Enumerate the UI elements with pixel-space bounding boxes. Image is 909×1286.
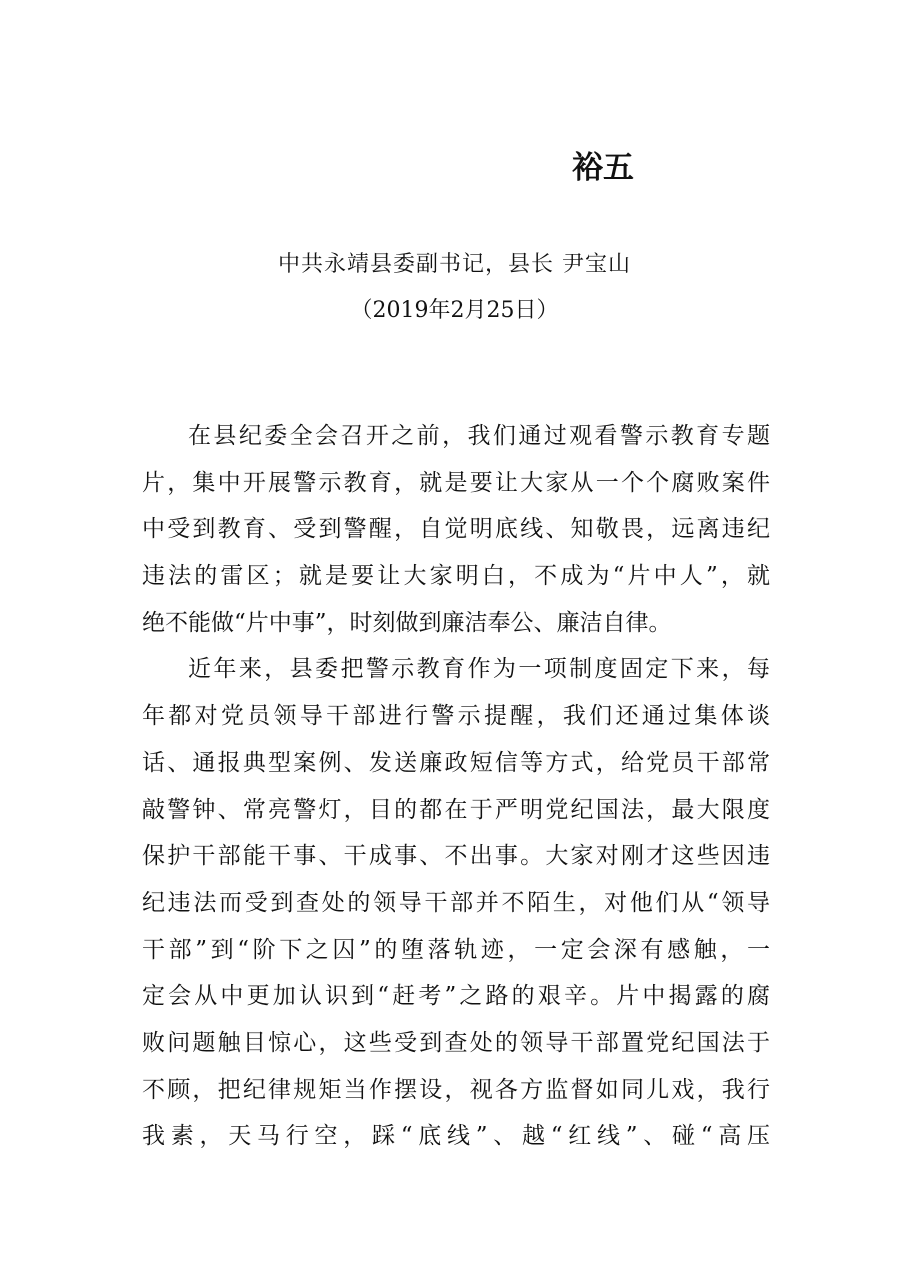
paragraph-1 — [142, 413, 770, 646]
text-line: 年都对党员领导干部进行警示提醒，我们还通过集体谈 — [142, 703, 770, 730]
text-line: 我素，天马行空，踩“底线”、越“红线”、碰“高压 — [142, 1123, 770, 1150]
text-line: 纪违法而受到查处的领导干部并不陌生，对他们从“领导 — [142, 889, 770, 916]
text-line: 定会从中更加认识到“赶考”之路的艰辛。片中揭露的腐 — [142, 983, 770, 1010]
text-line: 绝不能做“片中事”，时刻做到廉洁奉公、廉洁自律。 — [142, 609, 672, 636]
speaker-byline: 中共永靖县委副书记，县长 尹宝山 — [278, 252, 631, 277]
document-title: 裕五 — [572, 150, 634, 186]
text-line: 敲警钟、常亮警灯，目的都在于严明党纪国法，最大限度 — [142, 796, 770, 823]
text-line: 在县纪委全会召开之前，我们通过观看警示教育专题 — [188, 423, 770, 449]
speech-date: （2019年2月25日） — [350, 298, 559, 323]
text-line: 不顾，把纪律规矩当作摆设，视各方监督如同儿戏，我行 — [142, 1076, 770, 1103]
text-line: 违法的雷区；就是要让大家明白，不成为“片中人”，就 — [142, 563, 770, 590]
paragraph-2 — [142, 646, 770, 1160]
text-line: 片，集中开展警示教育，就是要让大家从一个个腐败案件 — [142, 469, 770, 496]
text-line: 保护干部能干事、干成事、不出事。大家对刚才这些因违 — [142, 843, 770, 870]
text-line: 败问题触目惊心，这些受到查处的领导干部置党纪国法于 — [142, 1029, 770, 1056]
text-line: 近年来，县委把警示教育作为一项制度固定下来，每 — [188, 656, 770, 683]
text-line: 干部”到“阶下之囚”的堕落轨迹，一定会深有感触，一 — [142, 936, 770, 963]
text-line: 中受到教育、受到警醒，自觉明底线、知敬畏，远离违纪 — [142, 516, 770, 543]
document-body — [142, 413, 770, 1160]
text-line: 话、通报典型案例、发送廉政短信等方式，给党员干部常 — [142, 749, 770, 776]
